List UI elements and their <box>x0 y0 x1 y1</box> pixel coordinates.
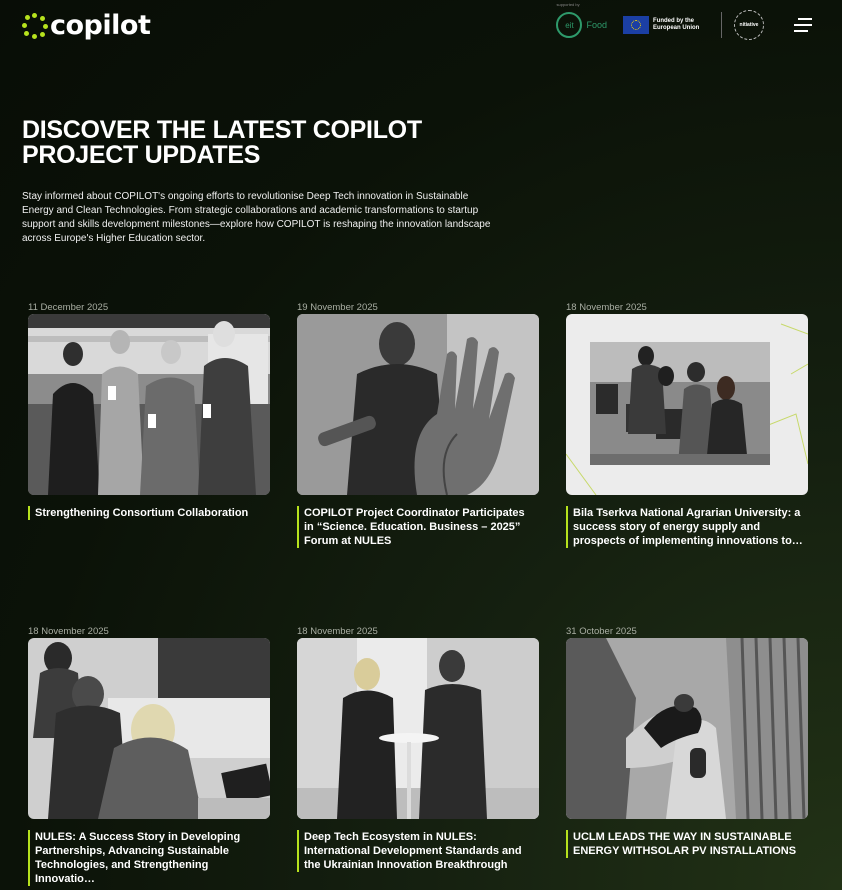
card-title-link[interactable]: Bila Tserkva National Agrarian University: a success story of energy supply and prospects of implementing innovations to… <box>573 507 803 547</box>
card-title-link[interactable]: Strengthening Consortium Collaboration <box>35 507 249 519</box>
supported-by-label: supported by <box>556 2 580 7</box>
copilot-logo[interactable] <box>22 10 150 41</box>
page-title: DISCOVER THE LATEST COPILOT PROJECT UPDATES <box>22 116 422 169</box>
card-image[interactable] <box>566 314 808 495</box>
eu-funding-text: Funded by the European Union <box>653 18 700 31</box>
news-card[interactable] <box>291 626 533 871</box>
card-image[interactable] <box>28 314 270 495</box>
eit-food-logo[interactable] <box>556 12 607 38</box>
card-title-link[interactable]: UCLM LEADS THE WAY IN SUSTAINABLE ENERGY WITHSOLAR PV INSTALLATIONS <box>573 831 797 857</box>
card-title[interactable] <box>28 506 267 520</box>
logo-text: copilot <box>50 10 151 41</box>
card-title[interactable] <box>28 830 267 886</box>
card-title[interactable] <box>297 830 536 872</box>
eu-flag-icon <box>623 16 649 34</box>
card-title[interactable] <box>566 506 805 548</box>
news-card[interactable] <box>560 626 802 857</box>
hamburger-menu-icon[interactable] <box>794 18 812 32</box>
news-card[interactable] <box>22 626 264 885</box>
card-date: 18 November 2025 <box>297 626 378 637</box>
site-header <box>0 0 842 60</box>
news-card[interactable] <box>291 302 533 547</box>
header-divider <box>721 12 722 38</box>
partner-logos <box>556 2 812 40</box>
page-intro: Stay informed about COPILOT's ongoing efforts to revolutionise Deep Tech innovation in Sustainable Energy and Clean Technologies. From strategic collaborations and academic transformations to startup support and skills development milestones—explore how COPILOT is reshaping the innovation landscape across Europe's Higher Education sector. <box>22 191 491 244</box>
card-image[interactable] <box>566 638 808 819</box>
eu-funding-logo[interactable] <box>623 16 709 34</box>
eit-food-label: Food <box>586 20 607 30</box>
card-image[interactable] <box>28 638 270 819</box>
card-date: 18 November 2025 <box>566 302 647 313</box>
card-date: 19 November 2025 <box>297 302 378 313</box>
eit-initiative-badge[interactable]: nitiative <box>734 10 764 40</box>
logo-dots-icon <box>22 13 48 39</box>
card-title[interactable] <box>566 830 805 858</box>
card-date: 11 December 2025 <box>28 302 109 313</box>
card-title-link[interactable]: Deep Tech Ecosystem in NULES: International Development Standards and the Ukrainian Innovation Breakthrough <box>304 831 522 871</box>
card-date: 18 November 2025 <box>28 626 109 637</box>
card-title-link[interactable]: NULES: A Success Story in Developing Partnerships, Advancing Sustainable Technologies, and Strengthening Innovatio… <box>35 831 241 885</box>
eit-icon: eit <box>556 12 582 38</box>
news-card[interactable] <box>22 302 264 519</box>
news-card[interactable] <box>560 302 803 547</box>
card-image[interactable] <box>297 314 539 495</box>
card-date: 31 October 2025 <box>566 626 637 637</box>
card-title-link[interactable]: COPILOT Project Coordinator Participates in “Science. Education. Business – 2025” Forum at NULES <box>304 507 525 547</box>
card-image[interactable] <box>297 638 539 819</box>
card-title[interactable] <box>297 506 536 548</box>
